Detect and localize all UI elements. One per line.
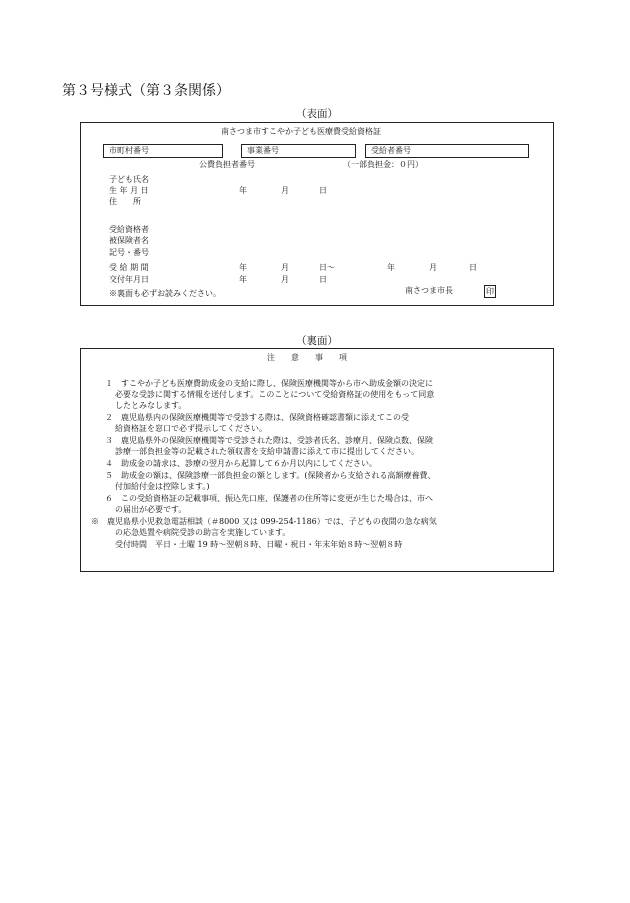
period-end-month: 月: [429, 263, 437, 272]
notes-title: 注 意 事 項: [267, 353, 347, 362]
issue-month: 月: [281, 275, 289, 284]
mayor-label: 南さつま市長: [405, 286, 453, 295]
page-title: 第３号様式（第３条関係）: [62, 83, 230, 99]
note-line: 受付時間 平日・土曜 19 時～翌朝８時、日曜・祝日・年末年始８時～翌朝８時: [115, 540, 403, 549]
address-label: 住 所: [109, 197, 141, 206]
qualified-person-label: 受給資格者: [109, 225, 149, 234]
benefit-period-label: 受 給 期 間: [109, 263, 149, 272]
birth-month-label: 月: [281, 186, 289, 195]
period-end-year: 年: [387, 263, 395, 272]
back-side-label: （裏面）: [296, 335, 338, 347]
certificate-title: 南さつま市すこやか子ども医療費受給資格証: [221, 127, 381, 136]
business-number-field[interactable]: 事業番号: [241, 144, 356, 158]
note-line: ２ 鹿児島県内の保険医療機関等で受診する際は、保険資格確認書類に添えてこの受: [105, 413, 409, 422]
public-payer-label: 公費負担者番号: [199, 160, 255, 169]
birthdate-label: 生 年 月 日: [109, 186, 149, 195]
partial-payment-label: （一部負担金：０円）: [343, 160, 423, 169]
seal-stamp: 印: [486, 287, 494, 296]
issue-date-label: 交付年月日: [109, 275, 149, 284]
note-line: 付加給付金は控除します。): [115, 482, 210, 491]
note-line: ５ 助成金の額は、保険診療一部負担金の額とします。(保険者から支給される高額療養費、: [105, 471, 436, 480]
insured-name-label: 被保険者名: [109, 236, 149, 245]
note-line: ６ この受給資格証の記載事項、振込先口座、保護者の住所等に変更が生じた場合は、市へ: [105, 494, 433, 503]
note-line: ４ 助成金の請求は、診療の翌月から起算して６か月以内にしてください。: [105, 459, 377, 468]
issue-year: 年: [239, 275, 247, 284]
back-card: [80, 348, 554, 572]
back-notice: ※裏面も必ずお読みください。: [109, 289, 221, 298]
symbol-number-label: 記号・番号: [109, 248, 149, 257]
birth-year-label: 年: [239, 186, 247, 195]
recipient-number-field[interactable]: 受給者番号: [365, 144, 529, 158]
front-card: [80, 122, 554, 306]
note-line: 必要な受診に関する情報を送付します。このことについて受給資格証の使用をもって同意: [115, 390, 435, 399]
period-start-year: 年: [239, 263, 247, 272]
note-line: の届出が必要です。: [115, 505, 187, 514]
child-name-label: 子ども氏名: [109, 175, 149, 184]
note-line: １ すこやか子ども医療費助成金の支給に際し、保険医療機関等から市へ助成金額の決定に: [105, 379, 433, 388]
note-line: 給資格証を窓口で必ず提示してください。: [115, 424, 267, 433]
note-line: ※ 鹿児島県小児救急電話相談（＃8000 又は 099-254-1186）では、子どもの夜間の急な病気: [91, 517, 437, 526]
note-line: 診療一部負担金等の記載された領収書を支給申請書に添えて市に提出してください。: [115, 447, 419, 456]
period-start-day: 日～: [319, 263, 335, 272]
note-line: したとみなします。: [115, 401, 187, 410]
period-end-day: 日: [469, 263, 477, 272]
front-side-label: （表面）: [296, 108, 338, 120]
issue-day: 日: [319, 275, 327, 284]
birth-day-label: 日: [319, 186, 327, 195]
period-start-month: 月: [281, 263, 289, 272]
note-line: の応急処置や病院受診の助言を実施しています。: [115, 528, 291, 537]
note-line: ３ 鹿児島県外の保険医療機関等で受診された際は、受診者氏名、診療月、保険点数、保険: [105, 436, 433, 445]
municipality-number-field[interactable]: 市町村番号: [103, 144, 223, 158]
